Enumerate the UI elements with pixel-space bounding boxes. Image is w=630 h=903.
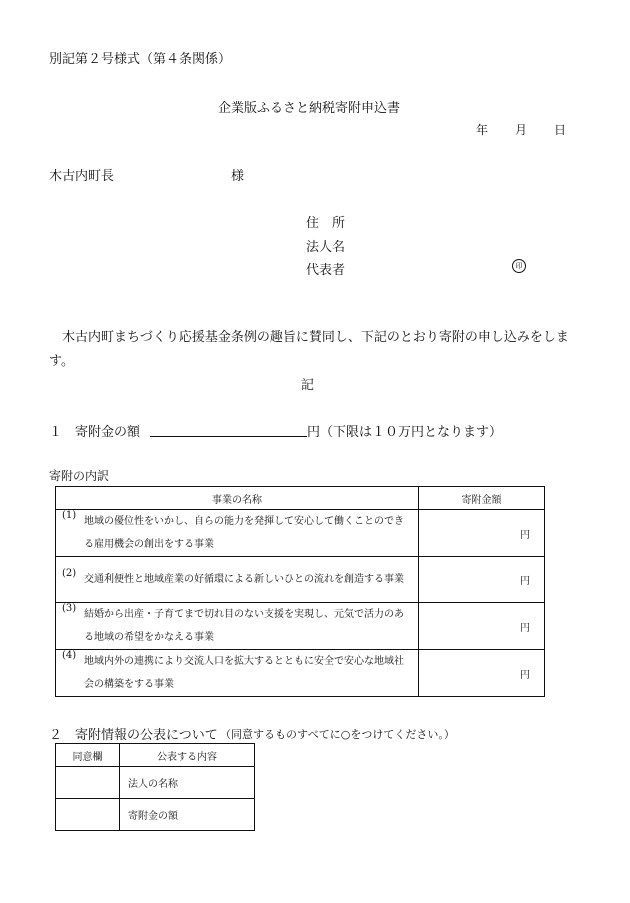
section1-unit: 円 [307,425,321,440]
document-title: 企業版ふるさと納税寄附申込書 [218,101,401,116]
project-name: 地域の優位性をいかし、自らの能力を発揮して安心して働くことのできる雇用機会の創出をする事業 [84,516,404,550]
project-number: (3) [62,603,77,614]
amount-cell[interactable]: 円 [419,557,545,603]
project-number: (4) [62,650,77,661]
amount-cell[interactable]: 円 [419,510,545,557]
breakdown-header-row [56,487,545,510]
project-name: 結婚から出産・子育てまで切れ目のない支援を実現し、元気で活力のある地域の希望をかなえる事業 [84,609,404,643]
amount-cell[interactable]: 円 [419,650,545,697]
table-row [56,510,545,557]
project-cell [56,510,419,557]
project-name: 地域内外の連携により交流人口を拡大するとともに安全で安心な地域社会の構築をする事業 [84,656,404,690]
body-paragraph: 木古内町まちづくり応援基金条例の趣旨に賛同し、下記のとおり寄附の申し込みをします。 [49,330,569,369]
agree-cell[interactable] [56,799,120,831]
project-cell [56,650,419,697]
disclosure-header-row [56,744,255,767]
table-row [56,799,255,831]
addressee-honorific: 様 [231,169,245,184]
disclosure-table [55,743,255,831]
table-row [56,603,545,650]
col-disclose-content: 公表する内容 [120,744,255,767]
form-id: 別記第２号様式（第４条関係） [49,52,232,67]
corp-name-label: 法人名 [306,240,346,255]
amount-cell[interactable]: 円 [419,603,545,650]
date-month-label: 月 [515,123,528,137]
date-day-label: 日 [554,123,567,137]
project-number: (1) [62,510,77,521]
section2-note: （同意するものすべてに○をつけてください。） [220,728,455,741]
representative-label: 代表者 [306,263,346,278]
breakdown-table [55,486,545,697]
section2-label: ２ 寄附情報の公表について [49,728,218,743]
col-project-name: 事業の名称 [56,487,419,510]
section1-note: （下限は１０万円となります） [320,425,503,440]
date-year-label: 年 [476,123,489,137]
addressee-name: 木古内町長 [49,169,115,184]
disclose-content: 法人の名称 [120,767,255,799]
disclose-content: 寄附金の額 [120,799,255,831]
breakdown-heading: 寄附の内訳 [49,469,110,483]
donation-amount-field[interactable] [150,422,307,437]
seal-mark: 印 [512,259,526,273]
project-number: (2) [62,568,77,579]
table-row [56,650,545,697]
project-cell [56,603,419,650]
address-label: 住 所 [306,216,346,231]
project-name: 交通利便性と地域産業の好循環による新しいひとの流れを創造する事業 [84,574,404,585]
project-cell [56,557,419,603]
section1-label: １ 寄附金の額 [49,425,141,440]
table-row [56,557,545,603]
col-donation-amount: 寄附金額 [419,487,545,510]
ki-label: 記 [301,378,315,393]
table-row [56,767,255,799]
col-agree: 同意欄 [56,744,120,767]
agree-cell[interactable] [56,767,120,799]
